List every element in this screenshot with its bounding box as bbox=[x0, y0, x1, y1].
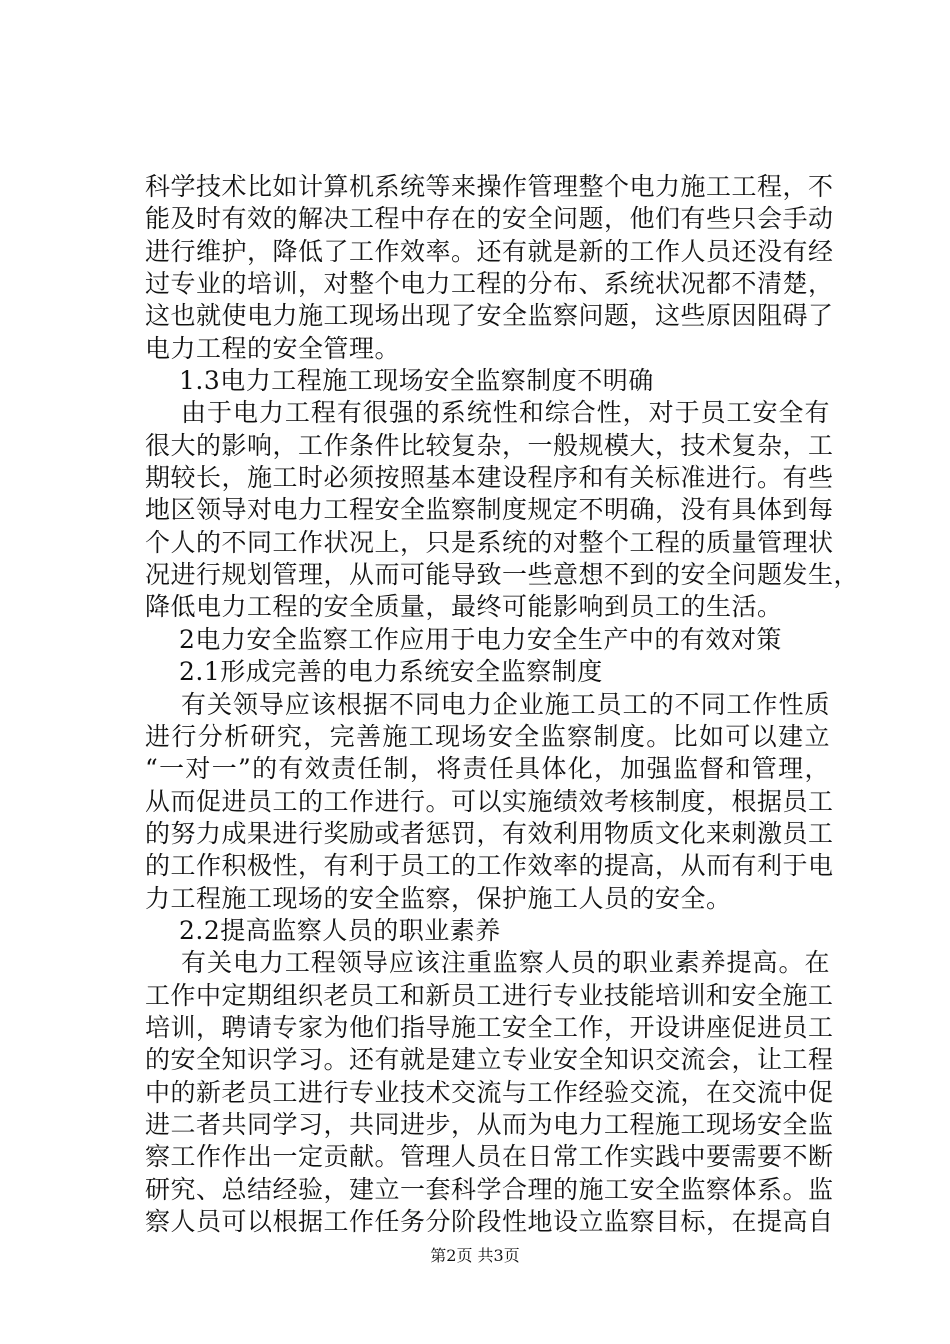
text-line: 有关领导应该根据不同电力企业施工员工的不同工作性质 bbox=[181, 689, 830, 719]
text-line: 培训，聘请专家为他们指导施工安全工作，开设讲座促进员工 bbox=[145, 1012, 834, 1042]
text-line: “一对一”的有效责任制，将责任具体化，加强监督和管理， bbox=[145, 754, 830, 784]
section-heading: 2.1形成完善的电力系统安全监察制度 bbox=[179, 657, 603, 687]
text-line: 有关电力工程领导应该注重监察人员的职业素养提高。在 bbox=[181, 948, 830, 978]
text-line: 察工作作出一定贡献。管理人员在日常工作实践中要需要不断 bbox=[145, 1142, 834, 1172]
text-line: 期较长，施工时必须按照基本建设程序和有关标准进行。有些 bbox=[145, 463, 834, 493]
page-footer: 第2页 共3页 bbox=[430, 1246, 520, 1265]
text-line: 这也就使电力施工现场出现了安全监察问题，这些原因阻碍了 bbox=[145, 301, 834, 331]
text-line: 进行维护，降低了工作效率。还有就是新的工作人员还没有经 bbox=[145, 236, 834, 266]
section-heading: 1.3电力工程施工现场安全监察制度不明确 bbox=[179, 366, 654, 396]
text-line: 力工程施工现场的安全监察，保护施工人员的安全。 bbox=[145, 883, 732, 913]
text-line: 地区领导对电力工程安全监察制度规定不明确，没有具体到每 bbox=[145, 495, 834, 525]
text-line: 很大的影响，工作条件比较复杂，一般规模大，技术复杂，工 bbox=[145, 430, 834, 460]
text-line: 能及时有效的解决工程中存在的安全问题，他们有些只会手动 bbox=[145, 204, 834, 234]
document-body bbox=[145, 171, 860, 1238]
text-line: 的努力成果进行奖励或者惩罚，有效利用物质文化来刺激员工 bbox=[145, 818, 834, 848]
text-line: 降低电力工程的安全质量，最终可能影响到员工的生活。 bbox=[145, 592, 783, 622]
text-line: 由于电力工程有很强的系统性和综合性，对于员工安全有 bbox=[181, 398, 830, 428]
section-heading: 2电力安全监察工作应用于电力安全生产中的有效对策 bbox=[179, 624, 782, 654]
text-line: 个人的不同工作状况上，只是系统的对整个工程的质量管理状 bbox=[145, 527, 834, 557]
text-line: 研究、总结经验，建立一套科学合理的施工安全监察体系。监 bbox=[145, 1174, 834, 1204]
text-line: 进二者共同学习，共同进步，从而为电力工程施工现场安全监 bbox=[145, 1109, 834, 1139]
text-line: 进行分析研究，完善施工现场安全监察制度。比如可以建立 bbox=[145, 721, 830, 751]
text-line: 中的新老员工进行专业技术交流与工作经验交流，在交流中促 bbox=[145, 1077, 834, 1107]
text-line: 的安全知识学习。还有就是建立专业安全知识交流会，让工程 bbox=[145, 1045, 834, 1075]
text-line: 从而促进员工的工作进行。可以实施绩效考核制度，根据员工 bbox=[145, 786, 834, 816]
text-line: 科学技术比如计算机系统等来操作管理整个电力施工工程，不 bbox=[145, 172, 834, 201]
text-line: 工作中定期组织老员工和新员工进行专业技能培训和安全施工 bbox=[145, 980, 834, 1010]
section-heading: 2.2提高监察人员的职业素养 bbox=[179, 915, 501, 945]
text-line: 电力工程的安全管理。 bbox=[145, 333, 401, 363]
text-line: 的工作积极性，有利于员工的工作效率的提高，从而有利于电 bbox=[145, 851, 834, 881]
text-line: 况进行规划管理，从而可能导致一些意想不到的安全问题发生， bbox=[145, 560, 860, 590]
text-line: 过专业的培训，对整个电力工程的分布、系统状况都不清楚， bbox=[145, 269, 834, 299]
text-line: 察人员可以根据工作任务分阶段性地设立监察目标，在提高自 bbox=[145, 1207, 834, 1236]
